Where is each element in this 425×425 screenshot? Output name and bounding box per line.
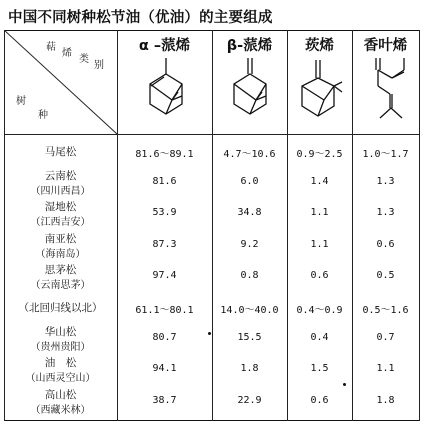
table-cell-value: 61.1～80.1 [135,305,194,316]
table-cell-value: 94.1 [152,363,177,375]
species-name: 思茅松 [44,263,77,276]
table-cell-value: 1.5 [310,363,329,375]
table-row-species [4,300,117,316]
table-row-species [4,144,117,160]
species-origin: （海南岛） [35,248,86,260]
table-cell-value: 1.3 [376,176,395,188]
corner-label-char: 别 [94,60,104,71]
table-cell-value: 9.2 [240,238,259,250]
species-origin: （西藏米林） [30,404,91,416]
camphene-structure-icon [296,56,344,128]
column-header-beta-pinene: β-蒎烯 [226,38,273,54]
corner-label-char: 种 [38,110,48,121]
column-divider [212,30,213,421]
table-cell-value: 0.6 [310,394,329,406]
scan-speck [343,383,346,386]
table-cell-value: 1.8 [240,363,259,375]
table-cell-value: 0.7 [376,332,395,344]
table-cell-value: 1.1 [376,363,395,375]
species-origin: （云南思茅） [30,279,91,291]
table-cell-value: 81.6～89.1 [135,149,194,160]
table-cell-value: 1.1 [310,238,329,250]
table-cell-value: 0.4～0.9 [296,305,343,316]
column-divider [287,30,288,421]
table-row-species [4,168,117,200]
species-origin: （四川西昌） [30,186,91,198]
corner-label-char: 萜 [46,42,56,53]
species-name: 云南松 [44,170,77,183]
table-row-species [4,324,117,356]
table-cell-value: 38.7 [152,394,177,406]
table-cell-value: 1.1 [310,207,329,219]
species-name: 马尾松 [44,146,77,158]
table-row-species [4,231,117,263]
column-divider [352,30,353,421]
alpha-pinene-structure-icon [142,56,190,128]
corner-label-char: 烯 [62,48,72,59]
table-cell-value: 0.9～2.5 [296,149,343,160]
column-header-alpha-pinene: α –蒎烯 [138,38,191,54]
beta-pinene-structure-icon [226,56,274,128]
table-cell-value: 1.0～1.7 [362,149,409,160]
table-row-species [4,355,117,387]
species-name: 湿地松 [44,201,77,214]
table-cell-value: 0.5 [376,269,395,281]
species-name: 高山松 [44,388,77,401]
table-cell-value: 4.7～10.6 [223,149,276,160]
table-cell-value: 0.6 [310,269,329,281]
scan-speck [208,332,211,335]
composition-table [4,30,420,421]
table-cell-value: 34.8 [237,207,262,219]
table-right-border [419,30,420,421]
species-name: 油 松 [44,357,77,370]
table-cell-value: 97.4 [152,269,177,281]
table-title: 中国不同树种松节油（优油）的主要组成 [8,10,273,26]
table-row-species [4,262,117,294]
column-header-myrcene: 香叶烯 [363,38,408,54]
table-cell-value: 1.3 [376,207,395,219]
species-origin: （贵州贵阳） [30,342,91,354]
species-origin: （山西灵空山） [25,373,96,385]
table-cell-value: 80.7 [152,332,177,344]
table-row-species [4,387,117,419]
table-cell-value: 14.0～40.0 [220,305,279,316]
table-cell-value: 22.9 [237,394,262,406]
table-row-species [4,199,117,231]
corner-label-char: 类 [79,54,89,65]
table-cell-value: 0.8 [240,269,259,281]
table-cell-value: 6.0 [240,176,259,188]
table-cell-value: 81.6 [152,176,177,188]
table-cell-value: 53.9 [152,207,177,219]
species-origin: （江西吉安） [30,217,91,229]
table-cell-value: 0.4 [310,332,329,344]
corner-label-char: 树 [16,96,26,107]
myrcene-structure-icon [364,56,412,130]
corner-diagonal [4,30,118,135]
table-cell-value: 0.6 [376,238,395,250]
table-cell-value: 15.5 [237,332,262,344]
species-name: 南亚松 [44,232,77,245]
table-cell-value: 0.5～1.6 [362,305,409,316]
column-header-camphene: 莰烯 [305,38,334,54]
species-name: （北回归线以北） [18,302,103,314]
species-name: 华山松 [44,326,77,339]
table-cell-value: 1.8 [376,394,395,406]
table-cell-value: 1.4 [310,176,329,188]
table-cell-value: 87.3 [152,238,177,250]
